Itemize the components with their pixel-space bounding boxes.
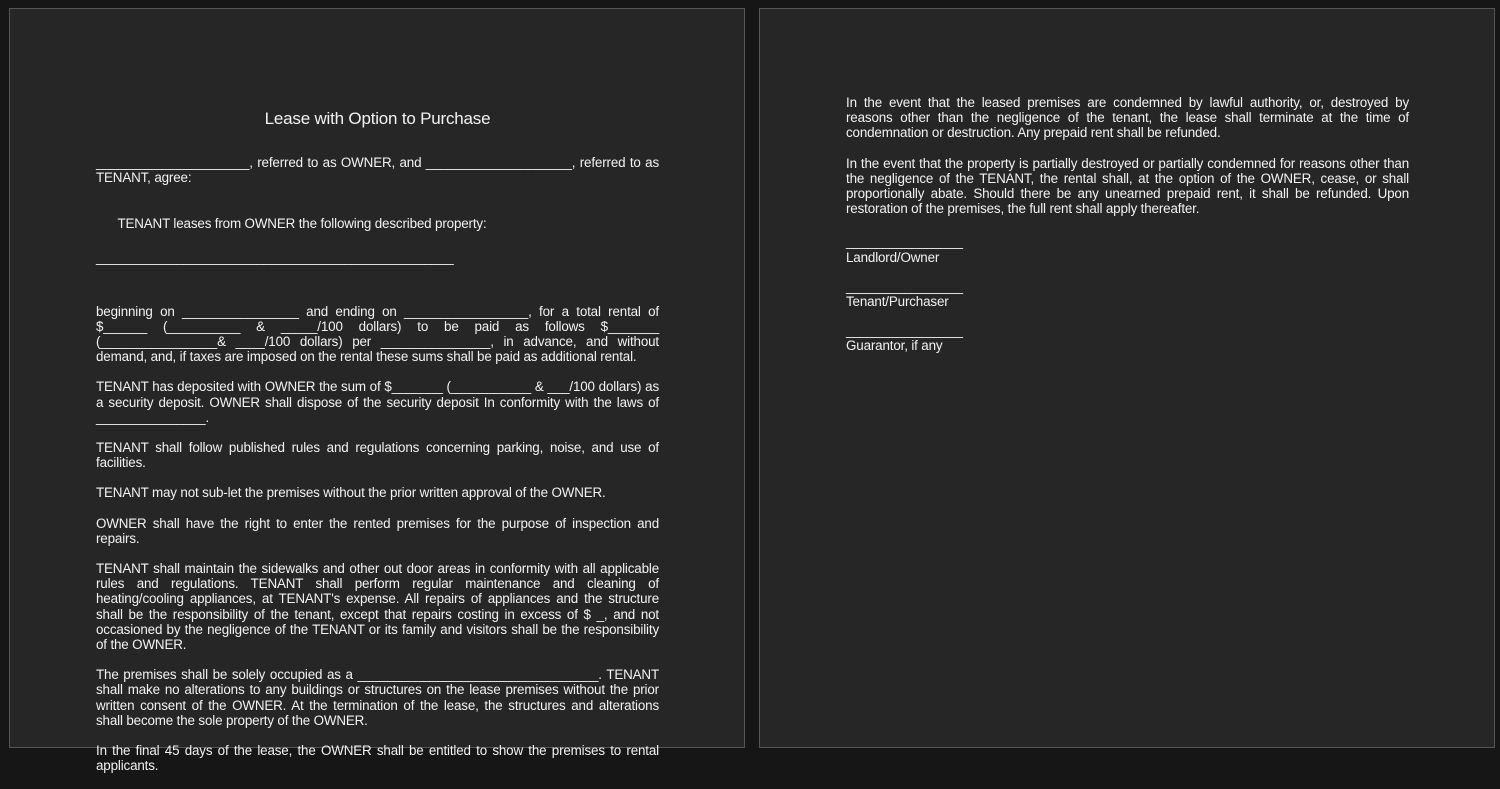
signature-line: ________________ xyxy=(846,278,963,294)
document-page-2 xyxy=(759,8,1495,748)
signature-line: ________________ xyxy=(846,323,963,339)
condemnation-paragraph: In the event that the leased premises are condemned by lawful authority, or, destroyed by reasons other than the negligence of the tenant, the lease shall terminate at the time of condemnation or destruction. Any prepaid rent shall be refunded. xyxy=(846,95,1413,141)
signature-landlord xyxy=(846,234,1409,264)
signature-section xyxy=(846,234,1409,353)
property-intro-text: TENANT leases from OWNER the following described property: xyxy=(117,215,487,231)
maintenance-paragraph: TENANT shall maintain the sidewalks and other out door areas in conformity with all applicable rules and regulations. TENANT shall perform regular maintenance and cleaning of heating/cooling appliances, at TENANT's expense. All repairs of appliances and the structure shall be the responsibility of the tenant, except that repairs costing in excess of $ _, and not occasioned by the negligence of the TENANT or its family and visitors shall be the responsibility of the OWNER. xyxy=(96,561,663,653)
occupancy-paragraph: The premises shall be solely occupied as a _________________________________. TENANT shall make no alterations to any buildings or structures on the lease premises without the prior written consent of the OWNER. At the termination of the lease, the structures and alterations shall become the sole property of the OWNER. xyxy=(96,667,663,728)
signature-line: ________________ xyxy=(846,234,963,250)
signature-label: Tenant/Purchaser xyxy=(846,294,949,310)
signature-label: Landlord/Owner xyxy=(846,249,940,265)
inspection-paragraph: OWNER shall have the right to enter the rented premises for the purpose of inspection and repairs. xyxy=(96,515,663,546)
signature-tenant xyxy=(846,279,1409,309)
rental-terms-paragraph: beginning on ________________ and ending on _________________, for a total rental of $______ (__________ & _____/100 dollars) to be paid as follows $_______ (________________& ____/100 dollars) per _______________, in advance, and without demand, and, if taxes are imposed on the rental these sums shall be paid as additional rental. xyxy=(96,303,663,365)
partial-destruction-paragraph: In the event that the property is partially destroyed or partially condemned for reasons other than the negligence of the TENANT, the rental shall, at the option of the OWNER, cease, or shall proportionally abate. Should there be any unearned prepaid rent, it shall be refunded. Upon restoration of the premises, the full rent shall apply thereafter. xyxy=(846,155,1413,217)
sublet-paragraph: TENANT may not sub-let the premises without the prior written approval of the OWNER. xyxy=(96,485,606,501)
page-2-content xyxy=(846,95,1413,368)
parties-paragraph: _____________________, referred to as OWNER, and ____________________, referred to as TENANT, agree: xyxy=(96,155,663,186)
signature-guarantor xyxy=(846,323,1409,353)
signature-label: Guarantor, if any xyxy=(846,338,943,354)
document-page-1 xyxy=(9,8,745,774)
showing-paragraph: In the final 45 days of the lease, the OWNER shall be entitled to show the premises to rental applicants. xyxy=(96,743,663,774)
rules-paragraph: TENANT shall follow published rules and regulations concerning parking, noise, and use of facilities. xyxy=(96,440,663,471)
document-title: Lease with Option to Purchase xyxy=(264,109,491,128)
property-paragraph xyxy=(96,200,659,295)
security-deposit-paragraph: TENANT has deposited with OWNER the sum of $_______ (___________ & ___/100 dollars) as a security deposit. OWNER shall dispose of the security deposit In conformity with the laws of _______________. xyxy=(96,379,663,425)
property-blank-line: _________________________________________________ xyxy=(96,250,454,266)
page-1-content xyxy=(96,9,663,789)
